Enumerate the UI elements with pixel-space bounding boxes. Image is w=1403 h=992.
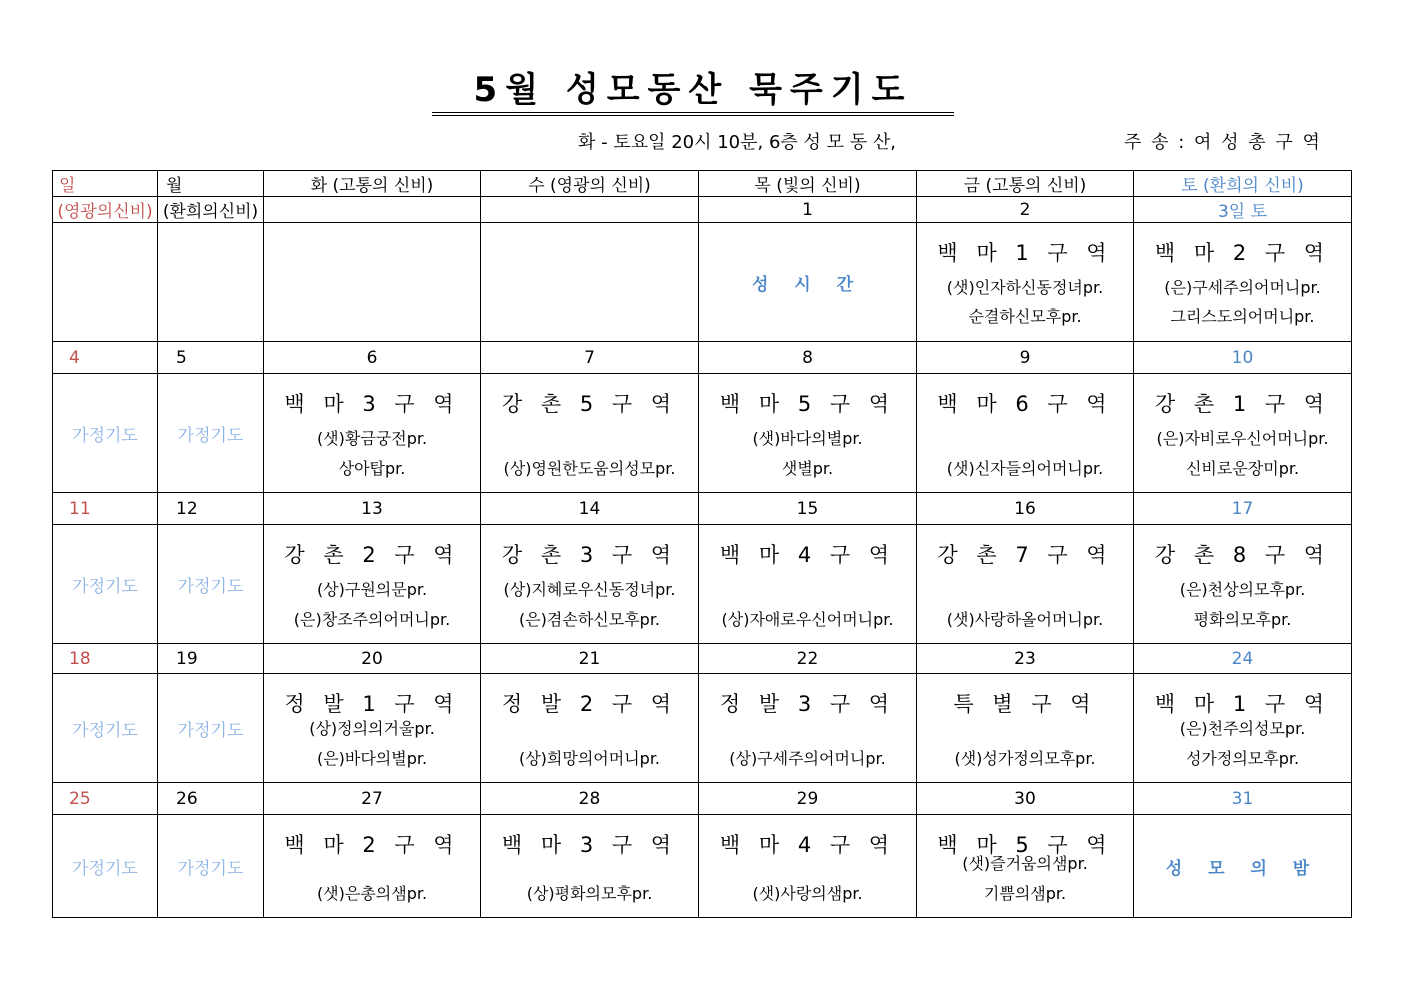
prayer-line: (상)구원의문pr.: [316, 580, 428, 599]
header-fri: 금 (고통의 신비): [917, 171, 1134, 197]
header-tue: 화 (고통의 신비): [264, 171, 481, 197]
prayer-cell: [481, 525, 699, 644]
prayer-cell: [699, 674, 917, 783]
zone-label: 강 촌 2 구 역: [284, 543, 460, 567]
prayer-line: (은)창조주의어머니pr.: [293, 610, 451, 629]
date-cell: 25: [53, 783, 158, 815]
prayer-cell: [699, 525, 917, 644]
content-row-5: [53, 815, 1352, 918]
prayer-line: (은)천주의성모pr.: [1179, 719, 1306, 738]
empty-cell: [481, 223, 699, 342]
date-cell: 29: [699, 783, 917, 815]
header-wed: 수 (영광의 신비): [481, 171, 699, 197]
prayer-line: (샛)바다의별pr.: [752, 429, 863, 448]
prayer-line: (은)겸손하신모후pr.: [518, 610, 661, 629]
prayer-line: (상)희망의어머니pr.: [518, 749, 661, 768]
event-cell: 성 모 의 밤: [1134, 815, 1352, 918]
content-row-3: [53, 525, 1352, 644]
prayer-line: (상)구세주의어머니pr.: [729, 749, 886, 768]
date-cell: 30: [917, 783, 1134, 815]
prayer-line: (샛)황금궁전pr.: [316, 429, 428, 448]
family-prayer-cell: 가정기도: [158, 815, 264, 918]
family-prayer-cell: 가정기도: [158, 374, 264, 493]
zone-label: 백 마 4 구 역: [719, 833, 896, 857]
zone-label: 백 마 2 구 역: [1154, 241, 1331, 265]
family-prayer-cell: 가정기도: [53, 674, 158, 783]
date-cell: 12: [158, 493, 264, 525]
date-cell: 8: [699, 342, 917, 374]
date-cell: 11: [53, 493, 158, 525]
prayer-cell: [1134, 223, 1352, 342]
prayer-line: (은)자비로우신어머니pr.: [1156, 429, 1329, 448]
date-cell: 3일 토: [1134, 197, 1352, 223]
prayer-line: 순결하신모후pr.: [968, 307, 1082, 326]
zone-label: 강 촌 8 구 역: [1154, 543, 1331, 567]
prayer-cell: [699, 374, 917, 493]
prayer-cell: [1134, 525, 1352, 644]
date-cell: 31: [1134, 783, 1352, 815]
prayer-line: 샛별pr.: [781, 459, 834, 478]
empty-cell: [158, 223, 264, 342]
prayer-cell: [481, 374, 699, 493]
header-mon-sub: (환희의신비): [158, 197, 264, 223]
header-thu: 목 (빛의 신비): [699, 171, 917, 197]
date-cell: 10: [1134, 342, 1352, 374]
content-row-1: [53, 223, 1352, 342]
date-cell: 13: [264, 493, 481, 525]
prayer-line: (샛)사랑하올어머니pr.: [946, 610, 1104, 629]
prayer-line: 성가정의모후pr.: [1185, 749, 1300, 768]
header-row: [53, 171, 1352, 197]
date-cell: 26: [158, 783, 264, 815]
date-cell: 15: [699, 493, 917, 525]
event-cell: 성 시 간: [699, 223, 917, 342]
content-row-4: [53, 674, 1352, 783]
header-sun: 일: [53, 171, 158, 197]
prayer-cell: [917, 815, 1134, 918]
zone-label: 백 마 5 구 역: [719, 392, 896, 416]
date-row-1: [53, 197, 1352, 223]
prayer-cell: [917, 525, 1134, 644]
date-cell: 24: [1134, 644, 1352, 674]
zone-label: 백 마 6 구 역: [937, 392, 1113, 416]
zone-label: 백 마 1 구 역: [1154, 692, 1331, 716]
prayer-line: (샛)성가정의모후pr.: [954, 749, 1096, 768]
date-cell: 22: [699, 644, 917, 674]
zone-label: 백 마 3 구 역: [284, 392, 460, 416]
prayer-line: 평화의모후pr.: [1193, 610, 1292, 629]
header-sat: 토 (환희의 신비): [1134, 171, 1352, 197]
prayer-cell: [264, 815, 481, 918]
family-prayer-cell: 가정기도: [53, 374, 158, 493]
prayer-cell: [1134, 674, 1352, 783]
zone-label: 백 마 2 구 역: [284, 833, 460, 857]
prayer-line: (샛)은총의샘pr.: [316, 884, 428, 903]
prayer-line: 신비로운장미pr.: [1185, 459, 1300, 478]
prayer-line: 기쁨의샘pr.: [983, 884, 1067, 903]
empty-cell: [264, 223, 481, 342]
zone-label: 강 촌 3 구 역: [501, 543, 678, 567]
prayer-cell: [917, 223, 1134, 342]
prayer-cell: [481, 674, 699, 783]
date-cell: [481, 197, 699, 223]
date-cell: 4: [53, 342, 158, 374]
date-cell: 18: [53, 644, 158, 674]
date-cell: 21: [481, 644, 699, 674]
prayer-line: 그리스도의어머니pr.: [1170, 307, 1315, 326]
prayer-line: (상)자애로우신어머니pr.: [721, 610, 894, 629]
zone-label: 정 발 1 구 역: [284, 692, 460, 716]
prayer-line: 상아탑pr.: [338, 459, 406, 478]
header-mon: 월: [158, 171, 264, 197]
family-prayer-cell: 가정기도: [158, 674, 264, 783]
prayer-cell: [481, 815, 699, 918]
zone-label: 강 촌 1 구 역: [1154, 392, 1331, 416]
prayer-line: (상)평화의모후pr.: [526, 884, 653, 903]
header-sun-sub: (영광의신비): [53, 197, 158, 223]
date-row-2: [53, 342, 1352, 374]
page-title: 5월 성모동산 묵주기도: [432, 68, 954, 116]
zone-label: 특 별 구 역: [953, 692, 1097, 716]
date-cell: 16: [917, 493, 1134, 525]
date-cell: 20: [264, 644, 481, 674]
date-cell: 19: [158, 644, 264, 674]
zone-label: 강 촌 7 구 역: [937, 543, 1113, 567]
calendar-table: [52, 170, 1352, 918]
prayer-cell: [264, 674, 481, 783]
zone-label: 백 마 5 구 역: [937, 833, 1113, 857]
date-cell: 2: [917, 197, 1134, 223]
date-row-5: [53, 783, 1352, 815]
prayer-cell: [917, 674, 1134, 783]
zone-label: 백 마 1 구 역: [937, 241, 1113, 265]
zone-label: 정 발 2 구 역: [501, 692, 678, 716]
prayer-cell: [1134, 374, 1352, 493]
prayer-cell: [264, 525, 481, 644]
prayer-line: (상)지혜로우신동정녀pr.: [503, 580, 676, 599]
prayer-line: (샛)즐거움의샘pr.: [962, 854, 1088, 873]
date-cell: 14: [481, 493, 699, 525]
date-cell: 17: [1134, 493, 1352, 525]
date-cell: 7: [481, 342, 699, 374]
prayer-line: (은)바다의별pr.: [316, 749, 428, 768]
prayer-line: (은)구세주의어머니pr.: [1164, 278, 1321, 297]
date-cell: 28: [481, 783, 699, 815]
prayer-cell: [917, 374, 1134, 493]
date-cell: 5: [158, 342, 264, 374]
zone-label: 백 마 3 구 역: [501, 833, 678, 857]
family-prayer-cell: 가정기도: [53, 525, 158, 644]
leader-info: 주 송 : 여 성 총 구 역: [1124, 132, 1322, 153]
date-row-4: [53, 644, 1352, 674]
zone-label: 강 촌 5 구 역: [501, 392, 678, 416]
content-row-2: [53, 374, 1352, 493]
empty-cell: [53, 223, 158, 342]
date-cell: 23: [917, 644, 1134, 674]
zone-label: 백 마 4 구 역: [719, 543, 896, 567]
family-prayer-cell: 가정기도: [53, 815, 158, 918]
subtitle: [0, 128, 1403, 154]
prayer-line: (샛)인자하신동정녀pr.: [946, 278, 1104, 297]
prayer-cell: [264, 374, 481, 493]
date-row-3: [53, 493, 1352, 525]
schedule-info: 화 - 토요일 20시 10분, 6층 성 모 동 산,: [578, 132, 896, 153]
zone-label: 정 발 3 구 역: [719, 692, 896, 716]
date-cell: 27: [264, 783, 481, 815]
date-cell: 6: [264, 342, 481, 374]
prayer-line: (상)영원한도움의성모pr.: [503, 459, 676, 478]
prayer-line: (샛)사랑의샘pr.: [752, 884, 863, 903]
prayer-line: (샛)신자들의어머니pr.: [946, 459, 1104, 478]
date-cell: [264, 197, 481, 223]
family-prayer-cell: 가정기도: [158, 525, 264, 644]
prayer-line: (상)정의의거울pr.: [309, 719, 435, 738]
prayer-line: (은)천상의모후pr.: [1179, 580, 1306, 599]
date-cell: 1: [699, 197, 917, 223]
prayer-cell: [699, 815, 917, 918]
date-cell: 9: [917, 342, 1134, 374]
